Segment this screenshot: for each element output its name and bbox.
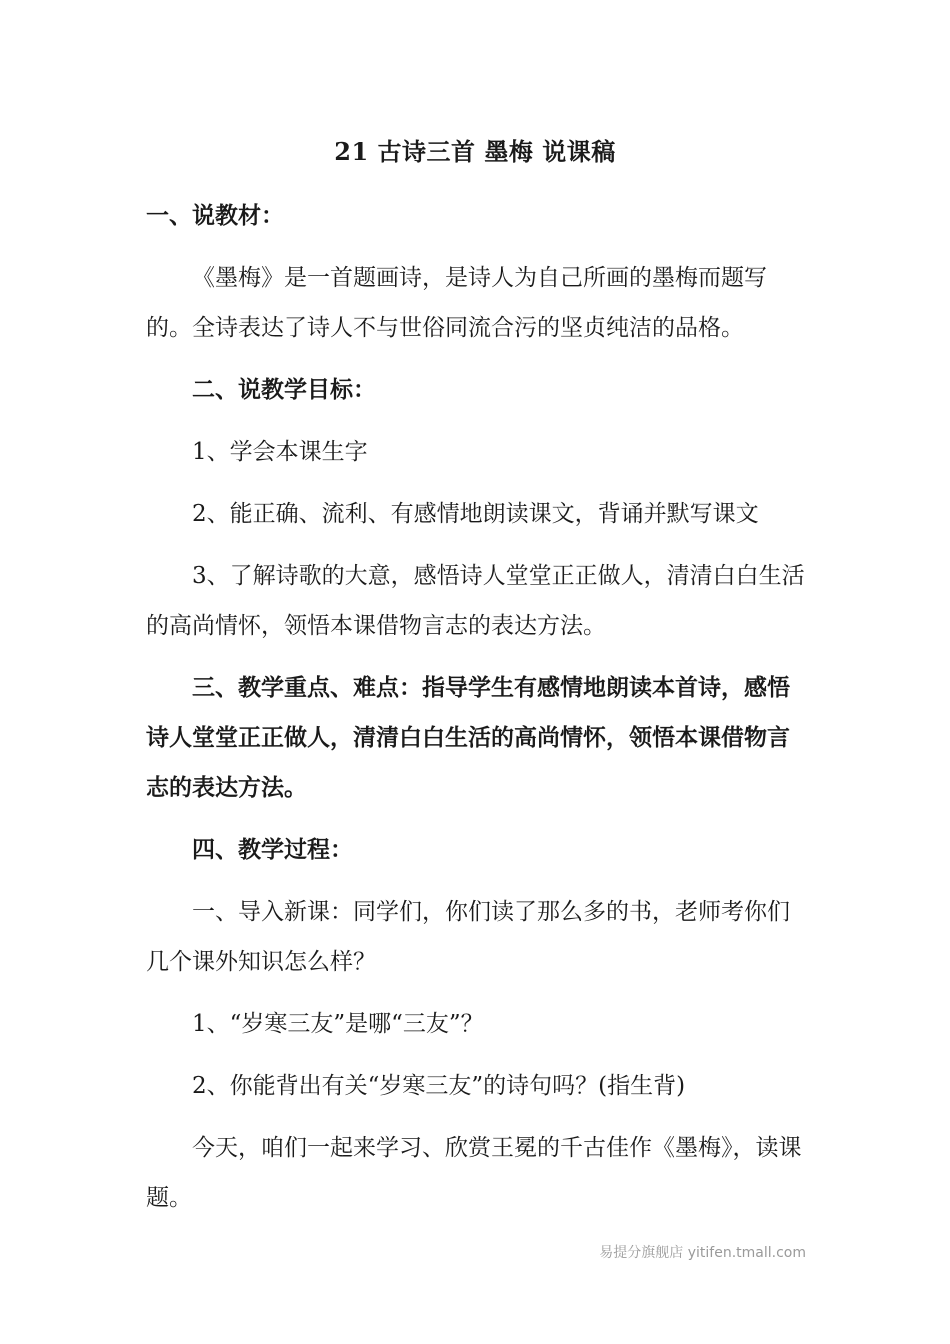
paragraph-introduction: 一、导入新课：同学们，你们读了那么多的书，老师考你们几个课外知识怎么样？ [146, 899, 790, 975]
section-heading-teaching-material: 一、说教材： [146, 202, 284, 229]
document-title: 21 古诗三首 墨梅 说课稿 [334, 137, 616, 166]
goal-item-3: 3、了解诗歌的大意，感悟诗人堂堂正正做人，清清白白生活的高尚情怀，领悟本课借物言志的表达方法。 [146, 563, 805, 639]
section-key-difficult-points: 三、教学重点、难点：指导学生有感情地朗读本首诗，感悟诗人堂堂正正做人，清清白白生活的高尚情怀，领悟本课借物言志的表达方法。 [146, 674, 790, 801]
question-item-1: 1、“岁寒三友”是哪“三友”？ [192, 1011, 484, 1037]
question-item-2: 2、你能背出有关“岁寒三友”的诗句吗？(指生背) [192, 1073, 686, 1099]
store-watermark: 易提分旗舰店 yitifen.tmall.com [599, 1245, 806, 1261]
goal-item-2: 2、能正确、流利、有感情地朗读课文，背诵并默写课文 [192, 501, 759, 527]
goal-item-1: 1、学会本课生字 [192, 439, 368, 465]
section-heading-teaching-process: 四、教学过程： [192, 836, 353, 863]
paragraph-material-description: 《墨梅》是一首题画诗，是诗人为自己所画的墨梅而题写的。全诗表达了诗人不与世俗同流合污的坚贞纯洁的品格。 [146, 265, 767, 341]
document-body [146, 191, 806, 1223]
section-heading-teaching-goals: 二、说教学目标： [192, 376, 376, 403]
paragraph-today-lesson: 今天，咱们一起来学习、欣赏王冕的千古佳作《墨梅》，读课题。 [146, 1135, 802, 1211]
